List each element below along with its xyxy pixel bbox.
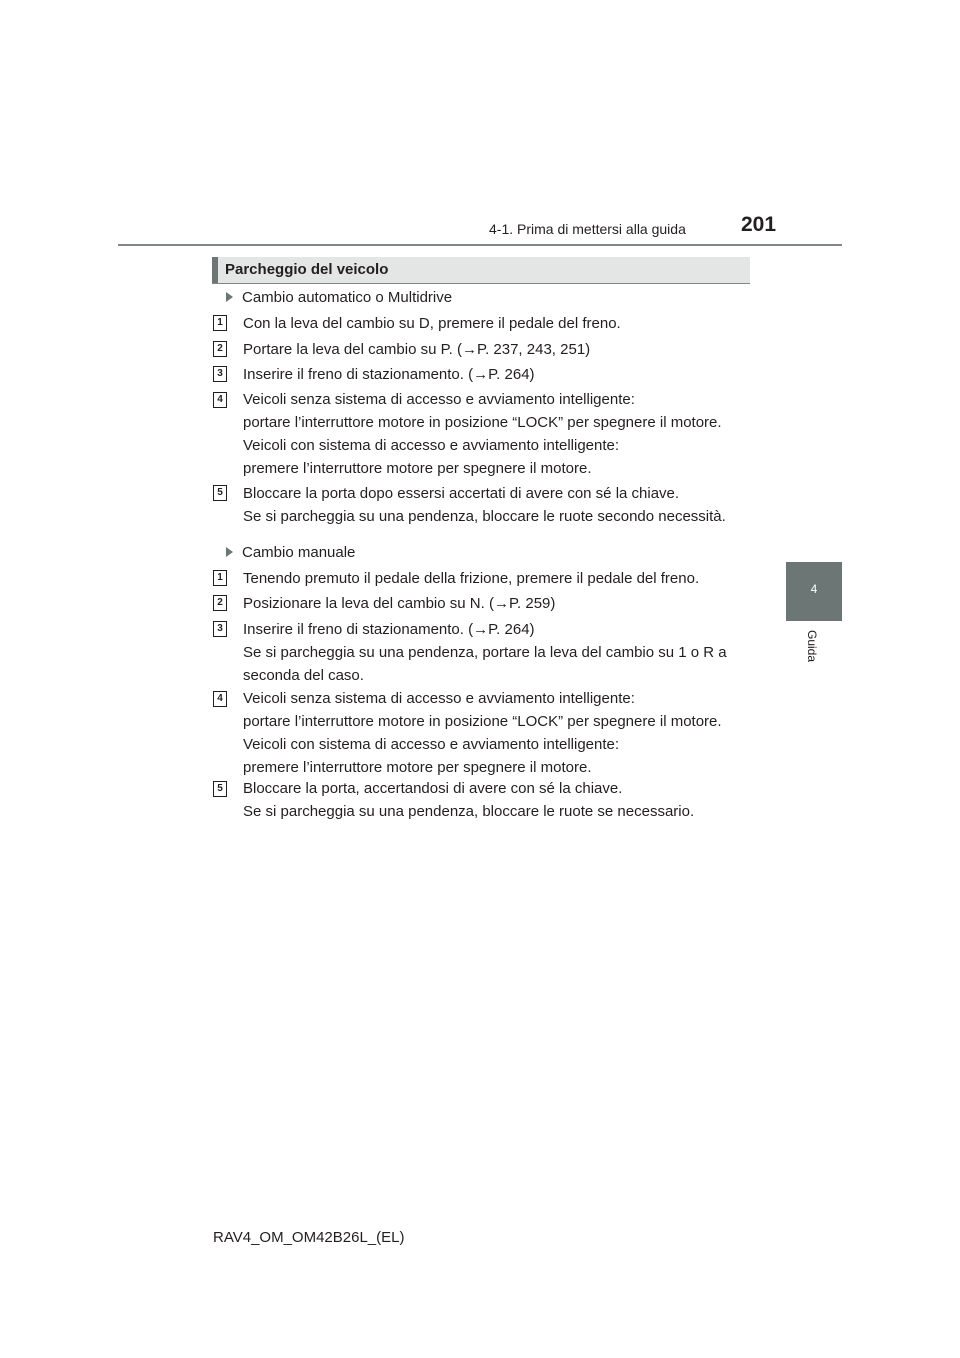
step-line: Inserire il freno di stazionamento. (→P. 264)	[243, 366, 535, 383]
step-line: Portare la leva del cambio su P. (→P. 237, 243, 251)	[243, 341, 591, 358]
step-line: portare l’interruttore motore in posizione “LOCK” per spegnere il motore.	[243, 713, 722, 730]
step-line: seconda del caso.	[243, 667, 364, 684]
step-number-icon: 3	[213, 366, 227, 382]
step-text	[243, 482, 749, 528]
step-text	[243, 687, 749, 779]
step-line: Inserire il freno di stazionamento. (→P. 264)	[243, 621, 535, 638]
step-line: premere l’interruttore motore per spegnere il motore.	[243, 460, 592, 477]
step-number-icon: 3	[213, 621, 227, 637]
step-text	[243, 312, 749, 335]
step-line: portare l’interruttore motore in posizione “LOCK” per spegnere il motore.	[243, 414, 722, 431]
step-number-icon: 1	[213, 570, 227, 586]
triangle-bullet-icon	[226, 547, 233, 557]
step-text	[243, 618, 749, 687]
step-line: premere l’interruttore motore per spegnere il motore.	[243, 759, 592, 776]
step-number-icon: 4	[213, 392, 227, 408]
step-text	[243, 567, 749, 590]
step-number-icon: 4	[213, 691, 227, 707]
step-line: Veicoli con sistema di accesso e avviamento intelligente:	[243, 437, 620, 454]
group-title-automatic	[226, 289, 452, 306]
step-text	[243, 592, 749, 615]
step-line: Tenendo premuto il pedale della frizione, premere il pedale del freno.	[243, 570, 700, 587]
section-heading: Parcheggio del veicolo	[225, 261, 389, 278]
step-text	[243, 388, 749, 480]
step-text	[243, 363, 749, 386]
step-number-icon: 5	[213, 781, 227, 797]
step-line: Posizionare la leva del cambio su N. (→P. 259)	[243, 595, 556, 612]
step-line: Bloccare la porta dopo essersi accertati di avere con sé la chiave.	[243, 485, 680, 502]
group-title-manual	[226, 544, 355, 561]
step-line: Se si parcheggia su una pendenza, bloccare le ruote secondo necessità.	[243, 508, 726, 525]
step-line: Veicoli con sistema di accesso e avviamento intelligente:	[243, 736, 620, 753]
group-title-text: Cambio automatico o Multidrive	[242, 289, 453, 306]
step-number-icon: 2	[213, 595, 227, 611]
group-title-text: Cambio manuale	[242, 544, 356, 561]
step-line: Se si parcheggia su una pendenza, portare la leva del cambio su 1 o R a	[243, 644, 727, 661]
page-header	[0, 0, 960, 250]
step-text	[243, 777, 749, 823]
step-number-icon: 2	[213, 341, 227, 357]
step-line: Con la leva del cambio su D, premere il pedale del freno.	[243, 315, 621, 332]
manual-code: RAV4_OM_OM42B26L_(EL)	[213, 1229, 405, 1246]
step-line: Veicoli senza sistema di accesso e avviamento intelligente:	[243, 391, 635, 408]
chapter-number: 4	[810, 582, 818, 596]
step-number-icon: 1	[213, 315, 227, 331]
triangle-bullet-icon	[226, 292, 233, 302]
step-line: Se si parcheggia su una pendenza, bloccare le ruote se necessario.	[243, 803, 695, 820]
step-line: Bloccare la porta, accertandosi di avere con sé la chiave.	[243, 780, 623, 797]
header-divider	[118, 244, 842, 246]
running-head-section: 4-1. Prima di mettersi alla guida	[489, 221, 686, 237]
page-number: 201	[741, 213, 777, 236]
section-heading-bar	[212, 257, 750, 284]
step-number-icon: 5	[213, 485, 227, 501]
step-line: Veicoli senza sistema di accesso e avviamento intelligente:	[243, 690, 635, 707]
step-text	[243, 338, 749, 361]
chapter-tab[interactable]	[786, 562, 842, 621]
chapter-label: Guida	[805, 630, 819, 663]
